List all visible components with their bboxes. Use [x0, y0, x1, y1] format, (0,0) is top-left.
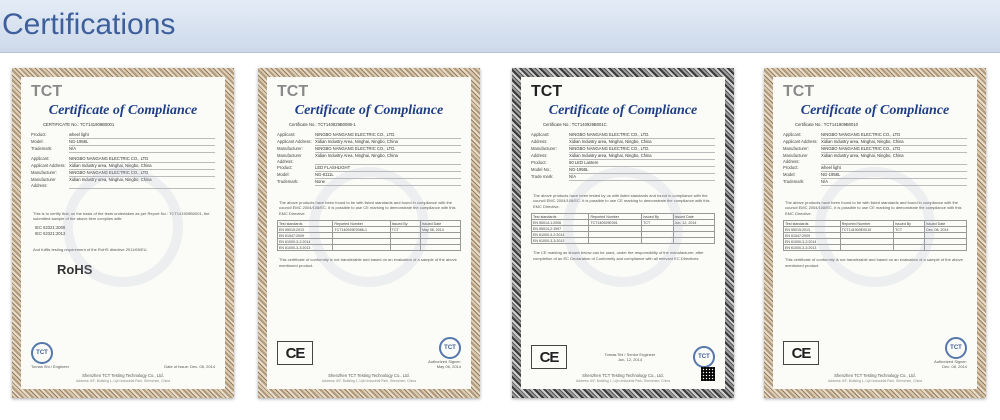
watermark-seal: [563, 167, 683, 287]
certificate-paper: [21, 77, 225, 389]
table-header: Test standards: [278, 221, 333, 227]
page-title: Certifications: [2, 8, 176, 41]
field-value: NINGBO NANGANG ELECTRIC CO., LTD: [69, 170, 215, 177]
table-header: Reported Number: [840, 221, 893, 227]
field-value: NINGBO NANGANG ELECTRIC CO., LTD: [821, 146, 967, 153]
field-label: Applicant Address:: [31, 163, 66, 168]
table-header: Test standards: [784, 221, 841, 227]
field-label: Applicant Address:: [783, 139, 818, 144]
field-label: Model:: [277, 172, 290, 177]
standard-item: IEC 62321:2013: [35, 230, 66, 236]
certificate-number: CERTIFICATE No.: TCT141909B0001: [43, 122, 115, 127]
tct-logo: TCT: [783, 83, 815, 100]
issue-date: Jun. 12, 2014: [617, 357, 643, 362]
field-value: wheel light: [821, 165, 967, 172]
field-label: Model:: [31, 139, 44, 144]
authorized-signer: Authorized Signer:: [428, 359, 461, 364]
table-header: Issued By: [894, 221, 925, 227]
table-header: Issued Date: [673, 214, 714, 220]
certificate-title: Certificate of Compliance: [294, 103, 444, 118]
issuer-address: Address: 6/F, Building 1, Lijin Industrial Park, Shenzhen, China: [75, 379, 171, 383]
table-header: Issued By: [390, 221, 420, 227]
field-label: Trademark:: [31, 146, 53, 151]
table-cell: EN 55014-1:2006: [532, 220, 589, 226]
conformity-note: The CE marking as shown below can be used, under the responsibility of the manufacturer, after completion of an EC Declaration of Conformity and compliance with all relevant EC Directives.: [533, 250, 704, 261]
field-value: Xidian Industry Area, Ninghai, Ningbo, China: [315, 153, 461, 165]
table-cell: EN 61000-3-2:2014: [784, 239, 841, 245]
field-label: Applicant:: [531, 132, 550, 137]
certificate-paper: [267, 77, 471, 389]
tct-seal-icon: TCT: [439, 337, 461, 359]
certificate-number: Certificate No.: TCT140929B001C: [543, 122, 607, 127]
issuer-address: Address: 6/F, Building 1, Lijin Industrial Park, Shenzhen, China: [575, 379, 671, 383]
table-cell: EN 61000-3-3:2013: [278, 245, 333, 251]
rohs-mark: RoHS: [57, 262, 93, 278]
field-label: Address:: [531, 139, 548, 144]
compliance-statement: The above products have been found to be with listed standards and found in compliance with the council EMC 2004/108/EC. It is possible to use CE marking to demonstrate the compliance with this EMC Directive.: [279, 200, 456, 216]
tct-logo: TCT: [31, 83, 63, 100]
signer-name: Tomas Shi / Senior Engineer: [604, 352, 656, 357]
field-value: NINGBO NANGANG ELECTRIC CO., LTD.: [315, 146, 461, 153]
watermark-seal: [815, 167, 935, 287]
watermark-seal: [309, 167, 429, 287]
issue-date: Date of Issue: Dec. 08, 2014: [164, 364, 215, 369]
field-label: Product:: [531, 160, 547, 165]
field-value: LED FLASHLIGHT: [315, 165, 461, 172]
field-value: NG-1958L: [69, 139, 215, 146]
table-cell: EN 61000-3-2:2014: [532, 232, 589, 238]
issuer-address: Address: 6/F, Building 1, Lijin Industrial Park, Shenzhen, China: [321, 379, 417, 383]
field-value: NINGBO NANGANG ELECTRIC CO., LTD.: [315, 132, 461, 139]
field-label: Manufacturer:: [31, 170, 57, 175]
field-value: NINGBO NANGANG ELECTRIC CO., LTD.: [569, 132, 715, 139]
conformity-note: This certificate of conformity is not transferable and based on an evaluation of a sample of the above mentioned product.: [785, 257, 963, 268]
field-value: Xidian Industry Area, Ninghai, Ningbo, China: [315, 139, 461, 146]
field-label: Trade mark:: [531, 174, 554, 179]
field-label: Applicant:: [277, 132, 296, 137]
field-label: Manufacturer:: [783, 146, 809, 151]
certificate-rohs[interactable]: [12, 68, 234, 398]
signer-name: Tomas Shi / Engineer: [31, 364, 70, 369]
issuer-company: Shenzhen TCT Testing Technology Co., Ltd.: [582, 373, 664, 378]
authorized-signer: Authorized Signer:: [934, 359, 967, 364]
table-header: Issued Date: [925, 221, 967, 227]
compliance-statement: This is to certify that, on the basis of the tests undertaken as per Report No.: TCT141909B0001, the submitted sample of the above item complies with:: [33, 211, 210, 222]
table-header: Issued Date: [421, 221, 461, 227]
ce-mark-icon: CE: [531, 345, 567, 369]
field-value: N/A: [569, 174, 715, 181]
field-value: None: [315, 179, 461, 186]
field-label: Product:: [783, 165, 799, 170]
tct-seal-icon: TCT: [945, 337, 967, 359]
table-cell: TCT: [390, 227, 420, 233]
tct-seal-icon: TCT: [693, 346, 715, 368]
table-cell: May 06, 2014: [421, 227, 461, 233]
field-value: wheel light: [69, 132, 215, 139]
field-label: Model:: [783, 172, 796, 177]
certificate-title: Certificate of Compliance: [548, 103, 698, 118]
field-label: Model No.:: [531, 167, 552, 172]
table-cell: TCT: [642, 220, 673, 226]
field-label: Manufacturer Address:: [31, 177, 56, 188]
field-value: 50 LED Lantern: [569, 160, 715, 167]
field-label: Product:: [277, 165, 293, 170]
field-value: NG-1958L: [569, 167, 715, 174]
field-value: Xidian Industry area, Ninghai, Ningbo, China: [69, 177, 215, 189]
certificate-paper: [521, 77, 725, 389]
page-header: [0, 0, 1000, 53]
field-label: Manufacturer Address:: [277, 153, 302, 164]
field-label: Trademark:: [783, 179, 805, 184]
field-label: Product:: [31, 132, 47, 137]
issue-date: Dec. 08, 2014: [942, 364, 967, 369]
field-label: Applicant Address:: [277, 139, 312, 144]
field-label: Manufacturer Address:: [783, 153, 808, 164]
table-cell: TCT140929E001: [589, 220, 642, 226]
field-value: NINGBO NANGANG ELECTRIC CO., LTD: [821, 132, 967, 139]
certificate-title: Certificate of Compliance: [800, 103, 950, 118]
certificate-ce-flashlight[interactable]: [258, 68, 480, 398]
table-cell: EN 61547:2009: [278, 233, 333, 239]
field-label: Trademark:: [277, 179, 299, 184]
qr-code-icon: [701, 367, 715, 381]
table-header: Reported Number: [589, 214, 642, 220]
tct-seal-icon: TCT: [31, 342, 53, 364]
tct-logo: TCT: [277, 83, 309, 100]
field-label: Manufacturer:: [531, 146, 557, 151]
table-cell: TCT140929E0086-1: [333, 227, 390, 233]
table-cell: EN 55015:2013: [784, 227, 841, 233]
field-value: NG-8111L: [315, 172, 461, 179]
conformity-note: This certificate of conformity is not transferable and based on an evaluation of a sample of the above mentioned product.: [279, 257, 457, 268]
tct-logo: TCT: [531, 83, 563, 100]
table-header: Issued By: [642, 214, 673, 220]
field-value: Xidian Industry area, Ninghai, Ningbo, China: [569, 139, 715, 146]
table-cell: EN 61547:2009: [784, 233, 841, 239]
ce-mark-icon: CE: [277, 341, 313, 365]
field-value: N/A: [821, 179, 967, 186]
table-cell: TCT141909E0010: [840, 227, 893, 233]
compliance-statement: The above products have been tested by us with listed standards and found in compliance with the council EMC 2004/108/EC. It is possible to use CE marking to demonstrate the compliance with this EMC Directive.: [533, 193, 710, 209]
field-value: Xidian Industry area, Ninghai, Ningbo, China: [821, 153, 967, 165]
field-value: N/A: [69, 146, 215, 153]
table-cell: EN 61000-3-3:2013: [532, 238, 589, 244]
issuer-company: Shenzhen TCT Testing Technology Co., Ltd.: [82, 373, 164, 378]
issuer-address: Address: 6/F, Building 1, Lijin Industrial Park, Shenzhen, China: [827, 379, 923, 383]
certificate-paper: [773, 77, 977, 389]
field-value: NG-1958L: [821, 172, 967, 179]
field-label: Manufacturer:: [277, 146, 303, 151]
issue-date: May 06, 2014: [436, 364, 461, 369]
table-cell: Jun. 12, 2014: [673, 220, 714, 226]
issuer-company: Shenzhen TCT Testing Technology Co., Ltd.: [328, 373, 410, 378]
table-cell: Dec. 08, 2014: [925, 227, 967, 233]
table-cell: EN 61000-3-2:2014: [278, 239, 333, 245]
certificate-title: Certificate of Compliance: [48, 103, 198, 118]
compliance-statement: The above products have been found to be with listed standards and found in compliance with the council EMC 2004/108/EC. It is possible to use CE marking to demonstrate the compliance with this EMC Directive.: [785, 200, 962, 216]
field-label: Applicant:: [31, 156, 50, 161]
certificate-number: Certificate No.: TCT140929B0086-1: [289, 122, 356, 127]
table-cell: TCT: [894, 227, 925, 233]
watermark-seal: [63, 167, 183, 287]
table-header: Test standards: [532, 214, 589, 220]
field-value: Xidian Industry area, Ninghai, Ningbo, China: [69, 163, 215, 170]
field-value: Xidian Industry area, Ninghai, Ningbo, China: [821, 139, 967, 146]
directive-statement: And fulfils testing requirement of the RoHS directive 2011/65/EU: [33, 246, 147, 252]
table-header: Reported Number: [333, 221, 390, 227]
field-label: Address:: [531, 153, 548, 158]
table-cell: EN 55015:2013: [278, 227, 333, 233]
field-value: Xidian Industry area, Ninghai, Ningbo, China: [569, 153, 715, 160]
certificate-ce-lantern[interactable]: [512, 68, 734, 398]
table-cell: EN 55014-2:1997: [532, 226, 589, 232]
field-value: NINGBO NANGANG ELECTRIC CO., LTD: [69, 156, 215, 163]
field-label: Applicant:: [783, 132, 802, 137]
certificate-ce-wheel-light[interactable]: [764, 68, 986, 398]
ce-mark-icon: CE: [783, 341, 819, 365]
issuer-company: Shenzhen TCT Testing Technology Co., Ltd.: [834, 373, 916, 378]
field-value: NINGBO NANGANG ELECTRIC CO., LTD.: [569, 146, 715, 153]
table-cell: EN 61000-3-3:2013: [784, 245, 841, 251]
standard-item: IEC 62321:2008: [35, 224, 66, 230]
certificate-number: Certificate No.: TCT141909B0010: [795, 122, 859, 127]
